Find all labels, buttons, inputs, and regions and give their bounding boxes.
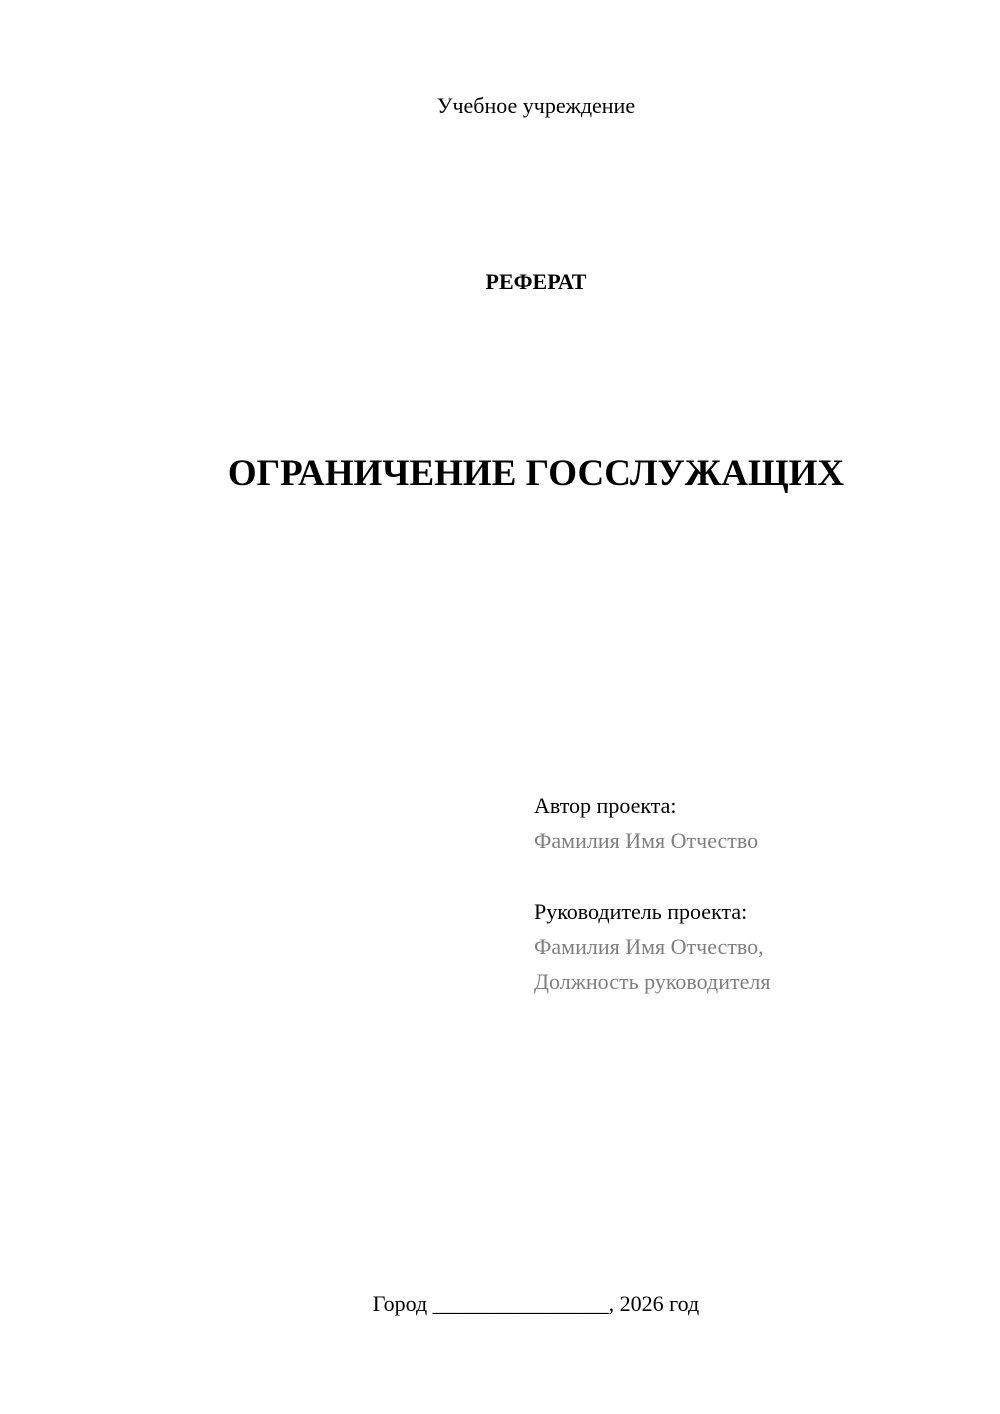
- city-blank: ________________: [432, 1291, 609, 1316]
- supervisor-name: Фамилия Имя Отчество,: [534, 934, 764, 959]
- spacer: [534, 858, 974, 894]
- document-title: ОГРАНИЧЕНИЕ ГОССЛУЖАЩИХ: [227, 453, 845, 494]
- year-text: , 2026 год: [608, 1291, 700, 1316]
- document-type: РЕФЕРАТ: [485, 269, 587, 294]
- institution-name: Учебное учреждение: [436, 93, 636, 118]
- supervisor-position: Должность руководителя: [534, 969, 771, 994]
- supervisor-label: Руководитель проекта:: [534, 899, 748, 924]
- city-label: Город: [372, 1291, 428, 1316]
- city-year-line: [0, 1290, 1000, 1318]
- project-info: [534, 788, 974, 999]
- author-name: Фамилия Имя Отчество: [534, 828, 759, 853]
- author-label: Автор проекта:: [534, 793, 677, 818]
